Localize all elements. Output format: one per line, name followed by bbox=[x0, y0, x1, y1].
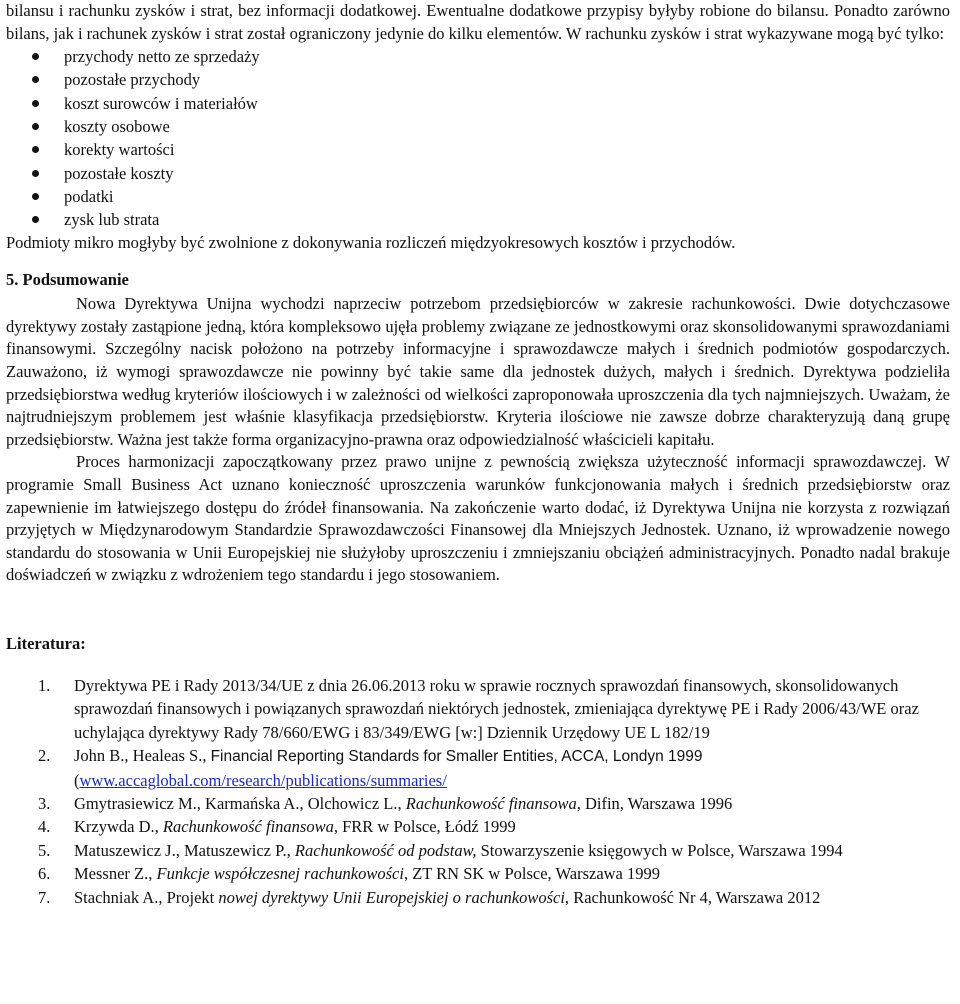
bullet-icon bbox=[32, 193, 39, 200]
summary-paragraph-1: Nowa Dyrektywa Unijna wychodzi naprzeciw potrzebom przedsiębiorców w zakresie rachunkowości. Dwie dotychczasowe dyrektywy zostały zastąpione jedną, która kompleksowo ujęła problemy związane ze jednostkowymi oraz skonsolidowanymi sprawozdaniami finansowymi. Szczególny nacisk położono na potrzeby informacyjne i sprawozdawcze małych i średnich podmiotów gospodarczych. Zauważono, iż wymogi sprawozdawcze nie powinny być takie same dla jednostek dużych, małych i średnich. Dyrektywa podzieliła przedsiębiorstwa według kryteriów ilościowych i w zależności od wielkości zaproponowała uproszczenia dla tych najmniejszych. Uważam, że najtrudniejszym problemem jest właśnie klasyfikacja przedsiębiorstw. Kryteria ilościowe nie zawsze dobrze charakteryzują daną grupę przedsiębiorstw. Ważna jest także forma organizacyjno-prawna oraz odpowiedzialność właścicieli kapitału. bbox=[6, 294, 950, 449]
list-item: korekty wartości bbox=[32, 138, 950, 161]
reference-item: 7. Stachniak A., Projekt nowej dyrektywy Unii Europejskiej o rachunkowości, Rachunkowość Nr 4, Warszawa 2012 bbox=[38, 887, 821, 907]
list-item: koszt surowców i materiałów bbox=[32, 92, 950, 115]
references-list bbox=[6, 674, 950, 909]
reference-item: 2. John B., Healeas S., Financial Reporting Standards for Smaller Entities, ACCA, Londyn 1999 (www.accaglobal.com/research/publications/summaries/ bbox=[38, 746, 703, 790]
reference-item: 1. Dyrektywa PE i Rady 2013/34/UE z dnia 26.06.2013 roku w sprawie rocznych sprawozdań finansowych, skonsolidowanych sprawozdań finansowych i powiązanych sprawozdań niektórych jednostek, zmieniająca dyrektywę PE i Rady 2006/43/WE oraz uchylająca dyrektywy Rady 78/660/EWG i 83/349/EWG [w:] Dziennik Urzędowy UE L 182/19 bbox=[38, 675, 919, 742]
income-statement-items-list bbox=[6, 45, 950, 231]
section-heading-summary: 5. Podsumowanie bbox=[6, 270, 129, 290]
bullet-icon bbox=[32, 100, 39, 107]
summary-paragraph-2: Proces harmonizacji zapoczątkowany przez prawo unijne z pewnością zwiększa użyteczność informacji sprawozdawczej. W programie Small Business Act uznano konieczność uproszczenia warunków funkcjonowania małych i średnich przedsiębiorstw oraz zapewnienie im łatwiejszego dostępu do źródeł finansowania. Na zakończenie warto dodać, iż Dyrektywa Unijna nie korzysta z rozwiązań przyjętych w Międzynarodowym Standardzie Sprawozdawczości Finansowej dla Mniejszych Jednostek. Uznano, iż wprowadzenie nowego standardu do stosowania w Unii Europejskiej nie służyłoby uproszczeniu i zmniejszaniu obciążeń administracyjnych. Ponadto nadal brakuje doświadczeń w związku z wdrożeniem tego standardu i jego stosowaniem. bbox=[6, 452, 950, 585]
reference-item: 3. Gmytrasiewicz M., Karmańska A., Olchowicz L., Rachunkowość finansowa, Difin, Warszawa 1996 bbox=[38, 793, 733, 813]
bullet-icon bbox=[32, 216, 39, 223]
bullet-icon bbox=[32, 53, 39, 60]
list-item: zysk lub strata bbox=[32, 208, 950, 231]
bullet-icon bbox=[32, 146, 39, 153]
bullet-icon bbox=[32, 170, 39, 177]
reference-item: 4. Krzywda D., Rachunkowość finansowa, FRR w Polsce, Łódź 1999 bbox=[38, 817, 516, 837]
intro-paragraph: bilansu i rachunku zysków i strat, bez informacji dodatkowej. Ewentualne dodatkowe przypisy byłyby robione do bilansu. Ponadto zarówno bilans, jak i rachunek zysków i strat został ograniczony jedynie do kilku elementów. W rachunku zysków i strat wykazywane mogą być tylko: bbox=[6, 1, 950, 43]
list-item: pozostałe przychody bbox=[32, 68, 950, 91]
bullet-icon bbox=[32, 123, 39, 130]
reference-item: 6. Messner Z., Funkcje współczesnej rachunkowości, ZT RN SK w Polsce, Warszawa 1999 bbox=[38, 864, 661, 884]
bullet-icon bbox=[32, 76, 39, 83]
literature-heading: Literatura: bbox=[6, 633, 86, 653]
list-item: pozostałe koszty bbox=[32, 162, 950, 185]
list-item: podatki bbox=[32, 185, 950, 208]
list-item: przychody netto ze sprzedaży bbox=[32, 45, 950, 68]
list-item: koszty osobowe bbox=[32, 115, 950, 138]
reference-item: 5. Matuszewicz J., Matuszewicz P., Rachunkowość od podstaw, Stowarzyszenie księgowych w Polsce, Warszawa 1994 bbox=[38, 840, 843, 860]
reference-link[interactable]: www.accaglobal.com/research/publications/summaries/ bbox=[79, 770, 447, 790]
micro-entities-note: Podmioty mikro mogłyby być zwolnione z dokonywania rozliczeń międzyokresowych kosztów i przychodów. bbox=[6, 232, 736, 252]
